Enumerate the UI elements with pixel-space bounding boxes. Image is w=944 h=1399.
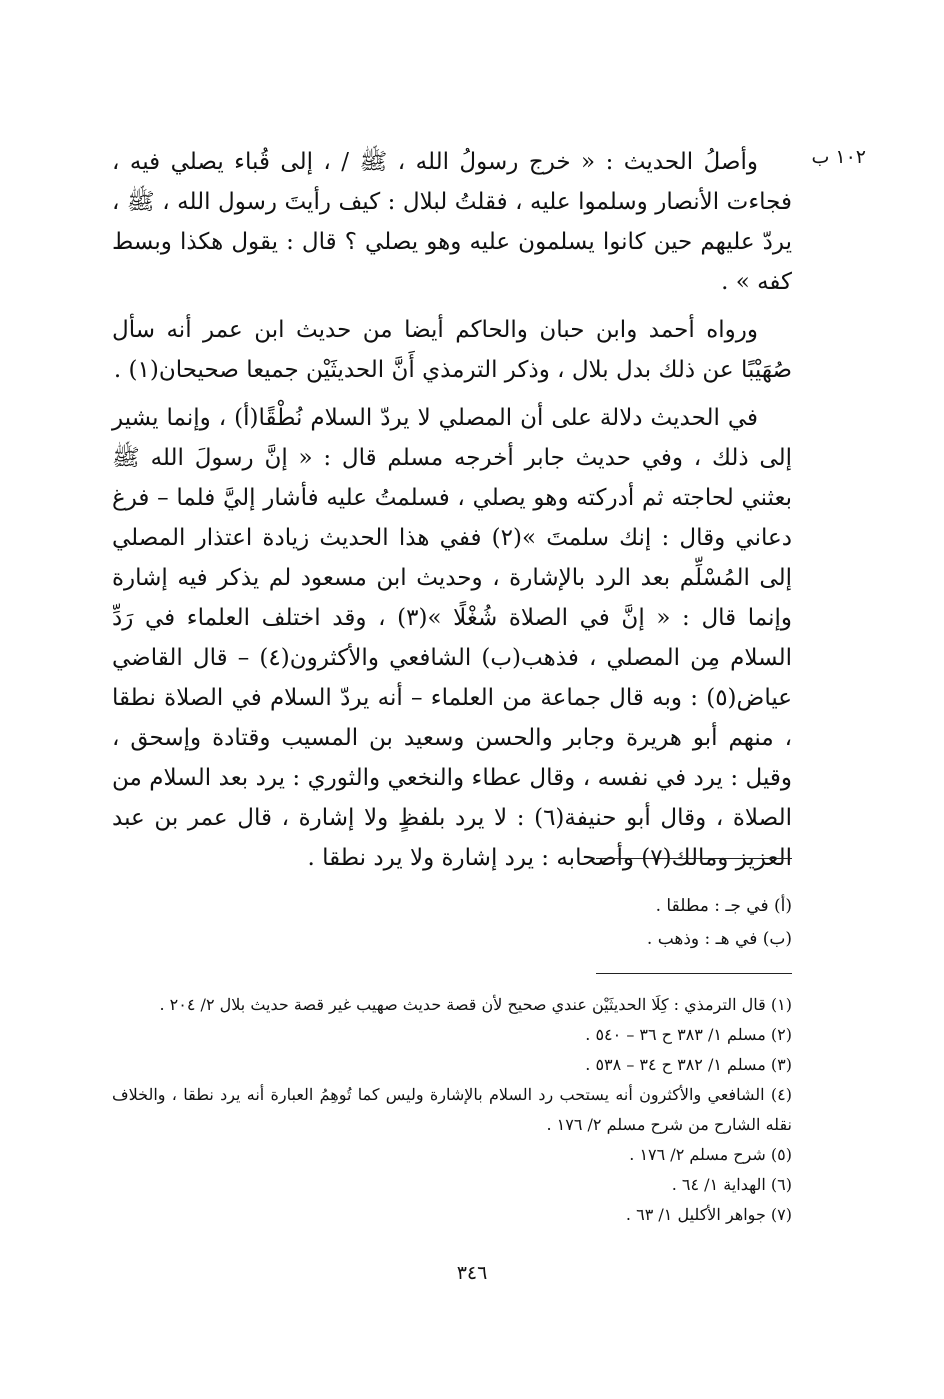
variant-note-b: (ب) في هـ : وذهب . (646, 929, 792, 949)
variant-note-a: (أ) في جـ : مطلقا . (655, 896, 792, 916)
main-text (112, 142, 792, 886)
numbered-footnotes (112, 990, 792, 1230)
footnote-3: (٣) مسلم ١/ ٣٨٢ ح ٣٤ – ٥٣٨ . (585, 1055, 792, 1074)
footnote-5: (٥) شرح مسلم ٢/ ١٧٦ . (629, 1145, 792, 1164)
footnote-4: (٤) الشافعي والأكثرون أنه يستحب رد السلام بالإشارة وليس كما تُوهِمُ العبارة أنه يرد نطقا ، والخلاف نقله الشارح من شرح مسلم ٢/ ١٧٦ . (112, 1085, 792, 1134)
footnote-divider-letters (596, 858, 792, 859)
variant-readings-notes (112, 890, 792, 956)
footnote-7: (٧) جواهر الأكليل ١/ ٦٣ . (625, 1205, 792, 1224)
paragraph-ruling: في الحديث دلالة على أن المصلي لا يردّ السلام نُطْقًا(أ) ، وإنما يشير إلى ذلك ، وفي حديث جابر أخرجه مسلم قال : « إنَّ رسولَ الله ﷺ بعثني لحاجته ثم أدركته وهو يصلي ، فسلمتُ عليه فأشار إليَّ فلما – فرغ دعاني وقال : إنك سلمتَ »(٢) ففي هذا الحديث زيادة اعتذار المصلي إلى المُسْلِّم بعد الرد بالإشارة ، وحديث ابن مسعود لم يذكر فيه إشارة وإنما قال : « إنَّ في الصلاة شُغْلًا »(٣) ، وقد اختلف العلماء في رَدِّ السلام مِن المصلي ، فذهب(ب) الشافعي والأكثرون(٤) – قال القاضي عياض(٥) : وبه قال جماعة من العلماء – أنه يردّ السلام في الصلاة نطقا ، منهم أبو هريرة وجابر والحسن وسعيد بن المسيب وقتادة وإسحق ، وقيل : يرد في نفسه ، وقال عطاء والنخعي والثوري : يرد بعد السلام من الصلاة ، وقال أبو حنيفة(٦) : لا يرد بلفظٍ ولا إشارة ، قال عمر بن عبد العزيز ومالك(٧) وأصحابه : يرد إشارة ولا يرد نطقا . (112, 405, 792, 871)
footnote-divider-numbers (596, 973, 792, 974)
footnote-1: (١) قال الترمذي : كِلَا الحديثَيْن عندي صحيح لأن قصة حديث صهيب غير قصة حديث بلال ٢/ ٢٠٤ . (159, 995, 792, 1014)
page-number: ٣٤٦ (456, 1262, 488, 1284)
footnote-6: (٦) الهداية ١/ ٦٤ . (671, 1175, 792, 1194)
margin-folio-note: ١٠٢ ب (811, 146, 866, 168)
paragraph-hadith-origin: وأصلُ الحديث : « خرج رسولُ الله ، ﷺ / ، إلى قُباء يصلي فيه ، فجاءت الأنصار وسلموا عليه ، فقلتُ لبلال : كيف رأيتَ رسول الله ، ﷺ ، يردّ عليهم حين كانوا يسلمون عليه وهو يصلي ؟ قال : يقول هكذا وبسط كفه » . (112, 149, 792, 295)
footnote-2: (٢) مسلم ١/ ٣٨٣ ح ٣٦ – ٥٤٠ . (585, 1025, 792, 1044)
paragraph-narrations: ورواه أحمد وابن حبان والحاكم أيضا من حديث ابن عمر أنه سأل صُهَيْبًا عن ذلك بدل بلال ، وذكر الترمذي أَنَّ الحديثَيْن جميعا صحيحان(١) . (112, 317, 792, 383)
